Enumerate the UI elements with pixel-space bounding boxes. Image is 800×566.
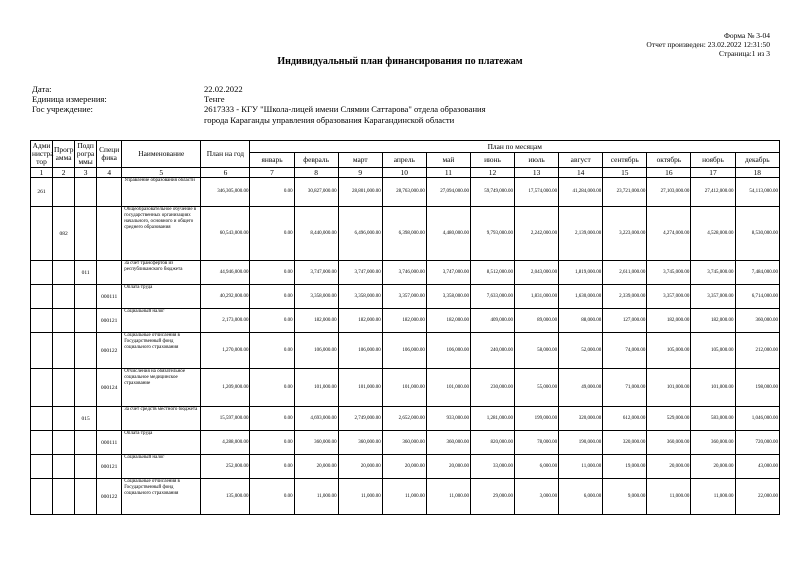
month-value-cell: 320,000.00 — [559, 407, 603, 431]
column-number: 10 — [382, 168, 426, 178]
column-number: 16 — [647, 168, 691, 178]
program-cell — [53, 455, 75, 479]
admin-cell — [31, 479, 53, 515]
month-value-cell: 360,000.00 — [691, 431, 735, 455]
month-value-cell: 2,652,000.00 — [382, 407, 426, 431]
month-value-cell: 3,358,000.00 — [338, 285, 382, 309]
month-value-cell: 0.00 — [250, 479, 294, 515]
month-value-cell: 88,000.00 — [559, 309, 603, 333]
plan-year-cell: 1,270,000.00 — [201, 333, 250, 369]
subprogram-cell — [75, 333, 97, 369]
header-program: Прогр амма — [53, 141, 75, 168]
month-header: июнь — [470, 153, 514, 168]
admin-cell — [31, 309, 53, 333]
admin-cell — [31, 261, 53, 285]
month-value-cell: 4,693,000.00 — [294, 407, 338, 431]
month-value-cell: 52,000.00 — [559, 333, 603, 369]
month-value-cell: 20,000.00 — [338, 455, 382, 479]
month-value-cell: 360,000.00 — [382, 431, 426, 455]
month-value-cell: 190,000.00 — [559, 431, 603, 455]
document-title: Индивидуальный план финансирования по платежам — [277, 56, 523, 67]
date-value: 22.02.2022 — [204, 84, 243, 94]
date-label: Дата: — [32, 84, 52, 94]
column-number: 12 — [470, 168, 514, 178]
header-admin: Адми нистра тор — [32, 141, 54, 166]
subprogram-cell — [75, 455, 97, 479]
program-cell — [53, 479, 75, 515]
program-cell — [53, 431, 75, 455]
month-value-cell: 3,357,000.00 — [382, 285, 426, 309]
month-value-cell: 3,745,000.00 — [691, 261, 735, 285]
month-value-cell: 360,000.00 — [338, 431, 382, 455]
month-value-cell: 212,000.00 — [735, 333, 779, 369]
subprogram-cell — [75, 479, 97, 515]
month-value-cell: 2,242,000.00 — [515, 207, 559, 261]
month-value-cell: 0.00 — [250, 309, 294, 333]
month-value-cell: 933,000.00 — [426, 407, 470, 431]
month-value-cell: 19,000.00 — [603, 455, 647, 479]
month-value-cell: 20,000.00 — [426, 455, 470, 479]
month-value-cell: 29,000.00 — [470, 479, 514, 515]
month-value-cell: 182,000.00 — [338, 309, 382, 333]
name-cell: Оплата труда — [122, 285, 201, 309]
month-value-cell: 105,000.00 — [647, 333, 691, 369]
plan-year-cell: 15,597,000.00 — [201, 407, 250, 431]
month-value-cell: 6,000.00 — [559, 479, 603, 515]
month-value-cell: 2,749,000.00 — [338, 407, 382, 431]
month-value-cell: 101,000.00 — [691, 369, 735, 407]
plan-year-cell: 2,173,000.00 — [201, 309, 250, 333]
month-value-cell: 9,793,000.00 — [470, 207, 514, 261]
plan-year-cell: 4,288,000.00 — [201, 431, 250, 455]
month-value-cell: 106,000.00 — [382, 333, 426, 369]
month-header: октябрь — [647, 153, 691, 168]
month-header: сентябрь — [603, 153, 647, 168]
month-value-cell: 0.00 — [250, 407, 294, 431]
month-value-cell: 27,412,000.00 — [691, 178, 735, 207]
month-value-cell: 182,000.00 — [691, 309, 735, 333]
program-cell — [53, 333, 75, 369]
month-header: март — [338, 153, 382, 168]
month-value-cell: 23,721,000.00 — [603, 178, 647, 207]
page-indicator: Страница:1 из 3 — [718, 49, 770, 58]
month-value-cell: 198,000.00 — [735, 369, 779, 407]
name-cell: Управление образования области — [122, 178, 201, 207]
month-value-cell: 78,000.00 — [515, 431, 559, 455]
table-row — [31, 333, 780, 369]
month-value-cell: 1,819,000.00 — [559, 261, 603, 285]
month-value-cell: 240,000.00 — [470, 333, 514, 369]
column-number: 4 — [97, 168, 122, 178]
month-value-cell: 2,043,000.00 — [515, 261, 559, 285]
name-cell: За счет средств местного бюджета — [122, 407, 201, 431]
month-value-cell: 360,000.00 — [647, 431, 691, 455]
month-value-cell: 3,745,000.00 — [647, 261, 691, 285]
column-number-row — [31, 168, 780, 178]
month-header: май — [426, 153, 470, 168]
column-number: 9 — [338, 168, 382, 178]
subprogram-cell: 011 — [75, 261, 97, 285]
month-value-cell: 30,827,000.00 — [294, 178, 338, 207]
table-row — [31, 178, 780, 207]
specifics-cell — [97, 207, 122, 261]
table-header — [31, 141, 780, 178]
month-value-cell: 8,440,000.00 — [294, 207, 338, 261]
name-cell: Общеобразовательное обучение в государственных организациях начального, основного и общего среднего образования — [122, 207, 201, 261]
month-value-cell: 0.00 — [250, 333, 294, 369]
month-value-cell: 6,714,000.00 — [735, 285, 779, 309]
month-value-cell: 0.00 — [250, 207, 294, 261]
month-value-cell: 20,000.00 — [691, 455, 735, 479]
month-value-cell: 17,574,000.00 — [515, 178, 559, 207]
month-value-cell: 3,000.00 — [515, 479, 559, 515]
admin-cell — [31, 369, 53, 407]
name-cell: Социальные отчисления в Государственный фонд социального страхования — [122, 479, 201, 515]
month-value-cell: 583,000.00 — [691, 407, 735, 431]
month-value-cell: 101,000.00 — [426, 369, 470, 407]
column-number: 7 — [250, 168, 294, 178]
column-number: 11 — [426, 168, 470, 178]
name-cell: Оплата труда — [122, 431, 201, 455]
plan-year-cell: 44,946,000.00 — [201, 261, 250, 285]
table-row — [31, 261, 780, 285]
month-value-cell: 28,801,000.00 — [338, 178, 382, 207]
month-value-cell: 2,611,000.00 — [603, 261, 647, 285]
month-value-cell: 3,747,000.00 — [338, 261, 382, 285]
plan-year-cell: 346,305,000.00 — [201, 178, 250, 207]
month-value-cell: 6,496,000.00 — [338, 207, 382, 261]
month-value-cell: 43,000.00 — [735, 455, 779, 479]
month-value-cell: 3,747,000.00 — [294, 261, 338, 285]
name-cell: Отчисления на обязательное социальное медицинское страхование — [122, 369, 201, 407]
month-value-cell: 11,000.00 — [338, 479, 382, 515]
plan-year-cell: 1,209,000.00 — [201, 369, 250, 407]
month-value-cell: 9,000.00 — [603, 479, 647, 515]
month-value-cell: 74,000.00 — [603, 333, 647, 369]
month-value-cell: 27,094,000.00 — [426, 178, 470, 207]
table-row — [31, 479, 780, 515]
program-cell — [53, 261, 75, 285]
program-cell — [53, 178, 75, 207]
plan-year-cell: 60,543,000.00 — [201, 207, 250, 261]
month-value-cell: 3,358,000.00 — [294, 285, 338, 309]
month-value-cell: 55,000.00 — [515, 369, 559, 407]
program-cell — [53, 369, 75, 407]
month-header: ноябрь — [691, 153, 735, 168]
month-value-cell: 20,000.00 — [647, 455, 691, 479]
form-meta — [646, 31, 770, 58]
name-cell: За счет трансфертов из республиканского бюджета — [122, 261, 201, 285]
subprogram-cell — [75, 369, 97, 407]
program-cell — [53, 407, 75, 431]
month-value-cell: 20,000.00 — [382, 455, 426, 479]
month-value-cell: 3,357,000.00 — [691, 285, 735, 309]
month-value-cell: 127,000.00 — [603, 309, 647, 333]
month-value-cell: 33,000.00 — [470, 455, 514, 479]
name-cell: Социальный налог — [122, 455, 201, 479]
plan-year-cell: 40,292,000.00 — [201, 285, 250, 309]
specifics-cell: 000121 — [97, 309, 122, 333]
info-date-row — [32, 84, 534, 94]
month-value-cell: 820,000.00 — [470, 431, 514, 455]
unit-label: Единица измерения: — [32, 94, 107, 105]
table-row — [31, 407, 780, 431]
plan-year-cell: 252,000.00 — [201, 455, 250, 479]
table-row — [31, 369, 780, 407]
month-value-cell: 7,484,000.00 — [735, 261, 779, 285]
column-number: 6 — [201, 168, 250, 178]
specifics-cell: 000124 — [97, 369, 122, 407]
table-row — [31, 285, 780, 309]
month-value-cell: 105,000.00 — [691, 333, 735, 369]
month-value-cell: 101,000.00 — [647, 369, 691, 407]
specifics-cell — [97, 261, 122, 285]
month-value-cell: 54,113,000.00 — [735, 178, 779, 207]
specifics-cell: 000111 — [97, 431, 122, 455]
admin-cell: 261 — [31, 178, 53, 207]
month-header: январь — [250, 153, 294, 168]
admin-cell — [31, 207, 53, 261]
month-value-cell: 720,000.00 — [735, 431, 779, 455]
month-value-cell: 11,000.00 — [647, 479, 691, 515]
month-value-cell: 11,000.00 — [382, 479, 426, 515]
column-number: 3 — [75, 168, 97, 178]
month-header: февраль — [294, 153, 338, 168]
column-number: 15 — [603, 168, 647, 178]
month-value-cell: 8,512,000.00 — [470, 261, 514, 285]
specifics-cell: 000122 — [97, 479, 122, 515]
financing-plan-table — [30, 140, 780, 515]
month-value-cell: 3,358,000.00 — [426, 285, 470, 309]
month-header: декабрь — [735, 153, 779, 168]
program-cell — [53, 285, 75, 309]
info-unit-row — [32, 94, 534, 104]
month-value-cell: 3,223,000.00 — [603, 207, 647, 261]
month-value-cell: 2,139,000.00 — [559, 207, 603, 261]
month-value-cell: 1,281,000.00 — [470, 407, 514, 431]
month-value-cell: 320,000.00 — [603, 431, 647, 455]
month-value-cell: 11,000.00 — [559, 455, 603, 479]
month-value-cell: 360,000.00 — [294, 431, 338, 455]
month-value-cell: 22,000.00 — [735, 479, 779, 515]
month-value-cell: 11,000.00 — [294, 479, 338, 515]
subprogram-cell — [75, 309, 97, 333]
month-value-cell: 101,000.00 — [294, 369, 338, 407]
specifics-cell: 000111 — [97, 285, 122, 309]
month-header: июль — [515, 153, 559, 168]
column-number: 2 — [53, 168, 75, 178]
month-header: апрель — [382, 153, 426, 168]
month-value-cell: 182,000.00 — [647, 309, 691, 333]
month-value-cell: 8,530,000.00 — [735, 207, 779, 261]
month-value-cell: 0.00 — [250, 455, 294, 479]
table-row — [31, 431, 780, 455]
month-value-cell: 3,357,000.00 — [647, 285, 691, 309]
month-value-cell: 106,000.00 — [426, 333, 470, 369]
column-number: 5 — [122, 168, 201, 178]
month-value-cell: 182,000.00 — [382, 309, 426, 333]
month-value-cell: 2,339,000.00 — [603, 285, 647, 309]
month-value-cell: 230,000.00 — [470, 369, 514, 407]
month-value-cell: 199,000.00 — [515, 407, 559, 431]
admin-cell — [31, 407, 53, 431]
month-value-cell: 41,284,000.00 — [559, 178, 603, 207]
column-number: 8 — [294, 168, 338, 178]
column-number: 18 — [735, 168, 779, 178]
month-value-cell: 27,103,000.00 — [647, 178, 691, 207]
institution-label: Гос учреждение: — [32, 104, 93, 115]
form-number: Форма № 3-04 — [724, 31, 770, 40]
info-institution-row — [32, 104, 534, 124]
subprogram-cell: 015 — [75, 407, 97, 431]
month-value-cell: 4,274,000.00 — [647, 207, 691, 261]
column-number: 1 — [31, 168, 53, 178]
admin-cell — [31, 285, 53, 309]
specifics-cell: 000121 — [97, 455, 122, 479]
month-value-cell: 529,000.00 — [647, 407, 691, 431]
admin-cell — [31, 455, 53, 479]
month-value-cell: 1,046,000.00 — [735, 407, 779, 431]
header-plan-by-month: План по месяцам — [250, 141, 780, 153]
subprogram-cell — [75, 178, 97, 207]
month-value-cell: 106,000.00 — [338, 333, 382, 369]
column-number: 13 — [515, 168, 559, 178]
month-value-cell: 106,000.00 — [294, 333, 338, 369]
month-value-cell: 59,749,000.00 — [470, 178, 514, 207]
month-value-cell: 11,000.00 — [426, 479, 470, 515]
month-value-cell: 0.00 — [250, 431, 294, 455]
table-row — [31, 455, 780, 479]
month-value-cell: 409,000.00 — [470, 309, 514, 333]
subprogram-cell — [75, 207, 97, 261]
month-value-cell: 612,000.00 — [603, 407, 647, 431]
month-value-cell: 101,000.00 — [338, 369, 382, 407]
month-value-cell: 28,763,000.00 — [382, 178, 426, 207]
header-subprogram: Подп рогра ммы — [75, 141, 97, 168]
institution-value — [204, 104, 534, 124]
table-row — [31, 309, 780, 333]
month-value-cell: 49,000.00 — [559, 369, 603, 407]
admin-cell — [31, 431, 53, 455]
program-cell — [53, 309, 75, 333]
month-value-cell: 1,831,000.00 — [515, 285, 559, 309]
admin-cell — [31, 333, 53, 369]
header-plan-year: План на год — [201, 141, 250, 168]
month-value-cell: 58,000.00 — [515, 333, 559, 369]
month-value-cell: 360,000.00 — [735, 309, 779, 333]
month-value-cell: 3,747,000.00 — [426, 261, 470, 285]
program-cell: 082 — [53, 207, 75, 261]
specifics-cell — [97, 178, 122, 207]
month-value-cell: 182,000.00 — [426, 309, 470, 333]
institution-line-2: города Караганды управления образования Карагандинской области — [204, 114, 455, 125]
month-value-cell: 0.00 — [250, 285, 294, 309]
month-value-cell: 3,746,000.00 — [382, 261, 426, 285]
month-value-cell: 4,480,000.00 — [426, 207, 470, 261]
header-specifics: Специ фика — [97, 141, 122, 168]
month-value-cell: 20,000.00 — [294, 455, 338, 479]
month-value-cell: 89,000.00 — [515, 309, 559, 333]
month-value-cell: 360,000.00 — [426, 431, 470, 455]
month-value-cell: 101,000.00 — [382, 369, 426, 407]
column-number: 14 — [559, 168, 603, 178]
month-value-cell: 1,630,000.00 — [559, 285, 603, 309]
month-value-cell: 0.00 — [250, 369, 294, 407]
specifics-cell — [97, 407, 122, 431]
month-value-cell: 11,000.00 — [691, 479, 735, 515]
month-value-cell: 6,000.00 — [515, 455, 559, 479]
subprogram-cell — [75, 431, 97, 455]
name-cell: Социальный налог — [122, 309, 201, 333]
month-value-cell: 0.00 — [250, 261, 294, 285]
institution-line-1: 2617333 - КГУ "Школа-лицей имени Слямии Саттарова" отдела образования — [204, 104, 486, 115]
month-value-cell: 71,000.00 — [603, 369, 647, 407]
month-value-cell: 7,633,000.00 — [470, 285, 514, 309]
month-header: август — [559, 153, 603, 168]
month-value-cell: 4,528,000.00 — [691, 207, 735, 261]
subprogram-cell — [75, 285, 97, 309]
plan-year-cell: 135,000.00 — [201, 479, 250, 515]
table-body — [31, 178, 780, 515]
name-cell: Социальные отчисления в Государственный фонд социального страхования — [122, 333, 201, 369]
column-number: 17 — [691, 168, 735, 178]
header-name: Наименование — [122, 141, 201, 168]
unit-value: Тенге — [204, 94, 225, 105]
specifics-cell: 000122 — [97, 333, 122, 369]
month-value-cell: 0.00 — [250, 178, 294, 207]
month-value-cell: 182,000.00 — [294, 309, 338, 333]
month-value-cell: 6,398,000.00 — [382, 207, 426, 261]
table-row — [31, 207, 780, 261]
document-info — [32, 84, 534, 125]
report-created-timestamp: Отчет произведен: 23.02.2022 12:31:50 — [646, 40, 770, 49]
